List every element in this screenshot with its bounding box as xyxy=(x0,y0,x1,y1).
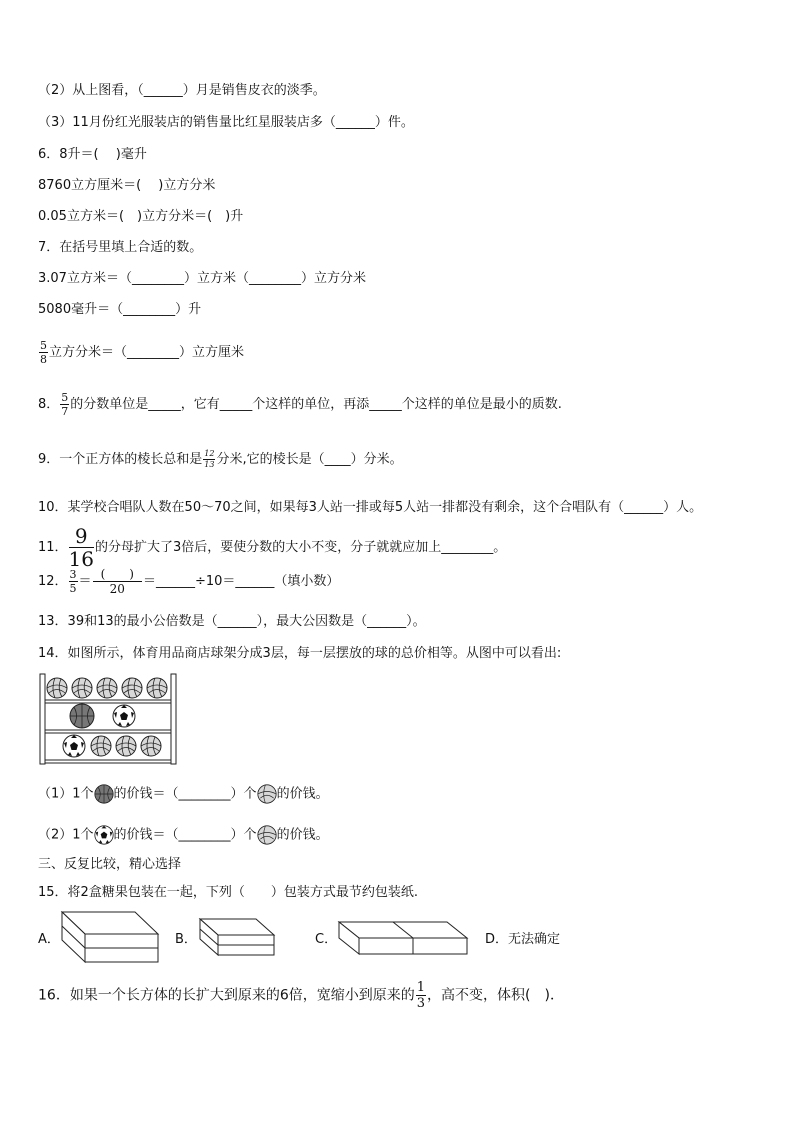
fraction-denominator: 5 xyxy=(69,582,77,595)
equals-sign: ＝ xyxy=(78,574,92,589)
box-option-b xyxy=(198,917,278,961)
q8-number: 8． xyxy=(38,397,60,412)
fraction-numerator: ( ) xyxy=(93,568,142,582)
q11 xyxy=(38,526,506,569)
q7-line3-text: 立方分米＝（________）立方厘米 xyxy=(49,345,245,360)
fraction-denominator: 20 xyxy=(109,582,125,596)
q16-text-b: ，高不变，体积( )． xyxy=(427,987,564,1004)
q12-number: 12． xyxy=(38,574,68,589)
q15-option-a-label: A． xyxy=(38,932,60,947)
fraction xyxy=(69,526,94,569)
q7-line2: 5080毫升＝（________）升 xyxy=(38,302,202,317)
fraction-denominator: 3 xyxy=(416,996,426,1011)
fraction xyxy=(93,568,142,595)
q11-text: 的分母扩大了3倍后，要使分数的大小不变，分子就就应加上________。 xyxy=(95,540,507,555)
section-3-title: 三、反复比较，精心选择 xyxy=(38,857,182,872)
q15-option-d: D．无法确定 xyxy=(485,932,561,947)
q15: 15．将2盒糖果包装在一起，下列（ ）包装方式最节约包装纸. xyxy=(38,885,418,900)
q5-part3: （3）11月份红光服装店的销售量比红星服装店多（______）件。 xyxy=(38,115,414,130)
q15-option-b-label: B． xyxy=(175,932,197,947)
basketball-icon xyxy=(94,784,114,804)
q6-line3: 0.05立方米＝( )立方分米＝( )升 xyxy=(38,209,244,224)
q7-line3 xyxy=(38,340,244,365)
q9-text-b: 分米,它的棱长是（____）分米。 xyxy=(216,452,403,467)
fraction xyxy=(39,340,48,365)
box-option-c xyxy=(337,920,472,960)
fraction-numerator: 3 xyxy=(69,568,77,581)
q12-text: ＝______÷10＝______（填小数） xyxy=(142,574,340,589)
q6-line2: 8760立方厘米＝( )立方分米 xyxy=(38,178,216,193)
q14-part2-c: 的价钱。 xyxy=(276,827,329,843)
q16 xyxy=(38,981,564,1010)
fraction-numerator: 12 xyxy=(204,449,215,458)
q11-number: 11． xyxy=(38,540,68,555)
q14-part2-a: （2）1个 xyxy=(38,827,94,843)
q7-title: 7．在括号里填上合适的数。 xyxy=(38,240,203,255)
ball-rack-figure xyxy=(38,672,178,766)
fraction-denominator: 7 xyxy=(61,405,69,418)
q8 xyxy=(38,392,562,417)
q14-part2-b: 的价钱＝（________）个 xyxy=(113,827,257,843)
fraction xyxy=(416,981,426,1010)
fraction-numerator: 5 xyxy=(40,339,47,352)
fraction-denominator: 13 xyxy=(204,460,215,469)
q14-part2 xyxy=(38,825,329,845)
fraction-numerator: 5 xyxy=(61,391,69,404)
q9 xyxy=(38,450,403,469)
volleyball-icon xyxy=(257,784,277,804)
soccer-ball-icon xyxy=(94,825,114,845)
box-option-a xyxy=(60,908,160,968)
q7-line1: 3.07立方米＝（________）立方米（________）立方分米 xyxy=(38,271,366,286)
q15-option-c-label: C． xyxy=(315,932,338,947)
q5-part2: （2）从上图看，（______）月是销售皮衣的淡季。 xyxy=(38,83,326,98)
fraction-numerator: 9 xyxy=(69,526,94,548)
q8-text: 的分数单位是_____，它有_____个这样的单位，再添_____个这样的单位是最小的质数. xyxy=(70,397,562,412)
q10: 10．某学校合唱队人数在50～70之间，如果每3人站一排或每5人站一排都没有剩余，这个合唱队有（______）人。 xyxy=(38,500,703,515)
q14-part1 xyxy=(38,784,329,804)
fraction-denominator: 16 xyxy=(68,547,94,571)
fraction xyxy=(203,450,215,469)
q14-part1-a: （1）1个 xyxy=(38,786,94,802)
fraction xyxy=(69,569,78,594)
q14-title: 14．如图所示，体育用品商店球架分成3层，每一层摆放的球的总价相等。从图中可以看出: xyxy=(38,646,562,661)
q13: 13．39和13的最小公倍数是（______），最大公因数是（______）。 xyxy=(38,614,426,629)
q14-part1-b: 的价钱＝（________）个 xyxy=(113,786,257,802)
q12 xyxy=(38,568,339,595)
fraction xyxy=(60,392,69,417)
q6-line1: 6．8升＝( )毫升 xyxy=(38,147,147,162)
q16-text-a: 16．如果一个长方体的长扩大到原来的6倍，宽缩小到原来的 xyxy=(38,987,415,1004)
q9-text-a: 9．一个正方体的棱长总和是 xyxy=(38,452,203,467)
volleyball-icon xyxy=(257,825,277,845)
fraction-denominator: 8 xyxy=(40,353,47,366)
q14-part1-c: 的价钱。 xyxy=(276,786,329,802)
fraction-numerator: 1 xyxy=(416,980,426,995)
